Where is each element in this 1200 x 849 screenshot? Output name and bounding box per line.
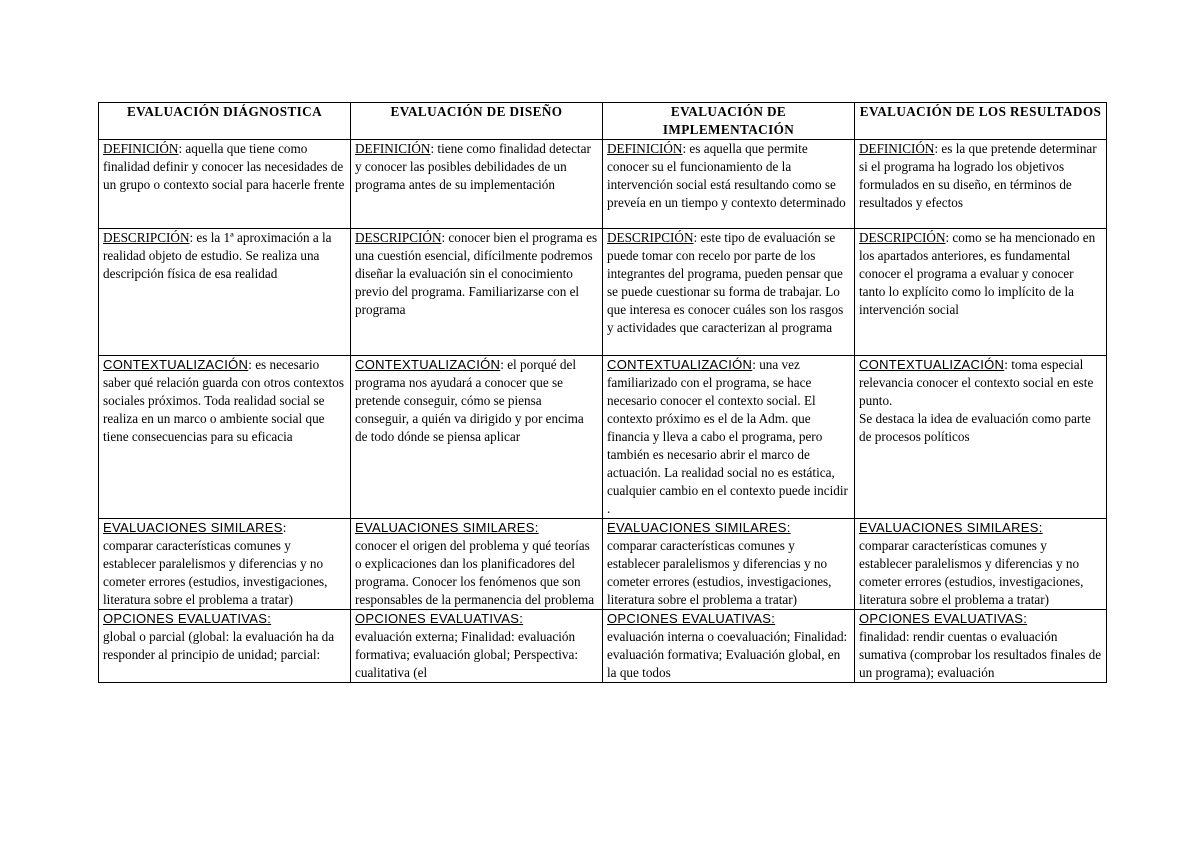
cell-similares-implementacion — [603, 519, 855, 610]
cell-text: : es necesario saber qué relación guarda con otros contextos sociales próximos. Toda realidad social se realiza en un marco o ambiente social que tiene consecuencias para su eficacia — [103, 357, 344, 444]
header-resultados: EVALUACIÓN DE LOS RESULTADOS — [855, 103, 1107, 140]
cell-text: : tiene como finalidad detectar y conocer las posibles debilidades de un programa antes de su implementación — [355, 141, 591, 192]
evaluation-comparison-table — [98, 102, 1107, 683]
cell-contextualizacion-diagnostica — [99, 356, 351, 519]
cell-label: EVALUACIONES SIMILARES: — [859, 520, 1043, 535]
cell-text: : es la 1ª aproximación a la realidad objeto de estudio. Se realiza una descripción física de esa realidad — [103, 230, 332, 281]
cell-text: : una vez familiarizado con el programa, se hace necesario conocer el contexto social. El contexto próximo es el de la Adm. que financia y lleva a cabo el programa, pero también es necesario abrir el marco de actuación. La realidad social no es estática, cualquier cambio en el contexto puede incidir . — [607, 357, 848, 516]
cell-opciones-implementacion — [603, 610, 855, 683]
cell-text: global o parcial (global: la evaluación ha da responder al principio de unidad; parcial: — [103, 629, 335, 662]
cell-text: : este tipo de evaluación se puede tomar con recelo por parte de los integrantes del programa, pueden pensar que se puede cuestionar su forma de trabajar. Lo que interesa es conocer cuáles son los rasgos y actividades que caracterizan al programa — [607, 230, 844, 335]
cell-label: DESCRIPCIÓN — [103, 230, 190, 245]
cell-text: finalidad: rendir cuentas o evaluación sumativa (comprobar los resultados finales de un programa); evaluación — [859, 629, 1102, 680]
cell-text: : toma especial relevancia conocer el contexto social en este punto. Se destaca la idea de evaluación como parte de procesos políticos — [859, 357, 1094, 444]
cell-descripcion-implementacion — [603, 229, 855, 356]
cell-label: EVALUACIONES SIMILARES: — [355, 520, 539, 535]
row-evaluaciones-similares — [99, 519, 1107, 610]
row-contextualizacion — [99, 356, 1107, 519]
cell-label: DEFINICIÓN — [355, 141, 431, 156]
cell-label: OPCIONES EVALUATIVAS: — [859, 611, 1028, 626]
cell-label: DESCRIPCIÓN — [859, 230, 946, 245]
cell-label: DEFINICIÓN — [859, 141, 935, 156]
cell-text: : el porqué del programa nos ayudará a conocer que se pretende conseguir, cómo se piensa conseguir, a quién va dirigido y por encima de todo dónde se piensa aplicar — [355, 357, 584, 444]
cell-label: CONTEXTUALIZACIÓN — [103, 357, 249, 372]
cell-label: DEFINICIÓN — [607, 141, 683, 156]
cell-text: : es aquella que permite conocer su el funcionamiento de la intervención social está resultando como se preveía en un tiempo y contexto determinado — [607, 141, 846, 210]
cell-definicion-diagnostica — [99, 140, 351, 229]
row-definicion — [99, 140, 1107, 229]
cell-similares-diseno — [351, 519, 603, 610]
cell-definicion-implementacion — [603, 140, 855, 229]
cell-label: CONTEXTUALIZACIÓN — [355, 357, 501, 372]
cell-contextualizacion-implementacion — [603, 356, 855, 519]
cell-contextualizacion-resultados — [855, 356, 1107, 519]
header-diseno: EVALUACIÓN DE DISEÑO — [351, 103, 603, 140]
cell-text: comparar características comunes y establecer paralelismos y diferencias y no cometer errores (estudios, investigaciones, literatura sobre el problema a tratar) — [859, 538, 1084, 607]
cell-text: conocer el origen del problema y qué teorías o explicaciones dan los planificadores del programa. Conocer los fenómenos que son responsables de la permanencia del problema — [355, 538, 595, 607]
cell-opciones-diagnostica — [99, 610, 351, 683]
cell-similares-resultados — [855, 519, 1107, 610]
cell-text: evaluación externa; Finalidad: evaluación formativa; evaluación global; Perspectiva: cualitativa (el — [355, 629, 579, 680]
cell-label: DESCRIPCIÓN — [607, 230, 694, 245]
cell-label: EVALUACIONES SIMILARES — [103, 520, 283, 535]
row-opciones-evaluativas — [99, 610, 1107, 683]
row-descripcion — [99, 229, 1107, 356]
cell-label: OPCIONES EVALUATIVAS: — [355, 611, 524, 626]
cell-text: : es la que pretende determinar si el programa ha logrado los objetivos formulados en su diseño, en términos de resultados y efectos — [859, 141, 1097, 210]
cell-label: OPCIONES EVALUATIVAS: — [103, 611, 272, 626]
header-implementacion: EVALUACIÓN DE IMPLEMENTACIÓN — [603, 103, 855, 140]
cell-text: : comparar características comunes y establecer paralelismos y diferencias y no cometer errores (estudios, investigaciones, literatura sobre el problema a tratar) — [103, 520, 328, 607]
cell-definicion-diseno — [351, 140, 603, 229]
cell-label: CONTEXTUALIZACIÓN — [607, 357, 753, 372]
header-row — [99, 103, 1107, 140]
cell-contextualizacion-diseno — [351, 356, 603, 519]
cell-text: comparar características comunes y establecer paralelismos y diferencias y no cometer errores (estudios, investigaciones, literatura sobre el problema a tratar) — [607, 538, 832, 607]
cell-label: CONTEXTUALIZACIÓN — [859, 357, 1005, 372]
cell-opciones-diseno — [351, 610, 603, 683]
cell-text: evaluación interna o coevaluación; Finalidad: evaluación formativa; Evaluación global, en la que todos — [607, 629, 848, 680]
cell-descripcion-resultados — [855, 229, 1107, 356]
cell-text: : conocer bien el programa es una cuestión esencial, difícilmente podremos diseñar la evaluación sin el conocimiento previo del programa. Familiarizarse con el programa — [355, 230, 598, 317]
header-diagnostica: EVALUACIÓN DIÁGNOSTICA — [99, 103, 351, 140]
cell-label: EVALUACIONES SIMILARES: — [607, 520, 791, 535]
cell-opciones-resultados — [855, 610, 1107, 683]
cell-descripcion-diseno — [351, 229, 603, 356]
cell-text: : como se ha mencionado en los apartados anteriores, es fundamental conocer el programa a evaluar y conocer tanto lo explícito como lo implícito de la intervención social — [859, 230, 1096, 317]
cell-label: OPCIONES EVALUATIVAS: — [607, 611, 776, 626]
cell-descripcion-diagnostica — [99, 229, 351, 356]
cell-definicion-resultados — [855, 140, 1107, 229]
cell-label: DESCRIPCIÓN — [355, 230, 442, 245]
cell-label: DEFINICIÓN — [103, 141, 179, 156]
cell-similares-diagnostica — [99, 519, 351, 610]
cell-text: : aquella que tiene como finalidad definir y conocer las necesidades de un grupo o contexto social para hacerle frente — [103, 141, 345, 192]
